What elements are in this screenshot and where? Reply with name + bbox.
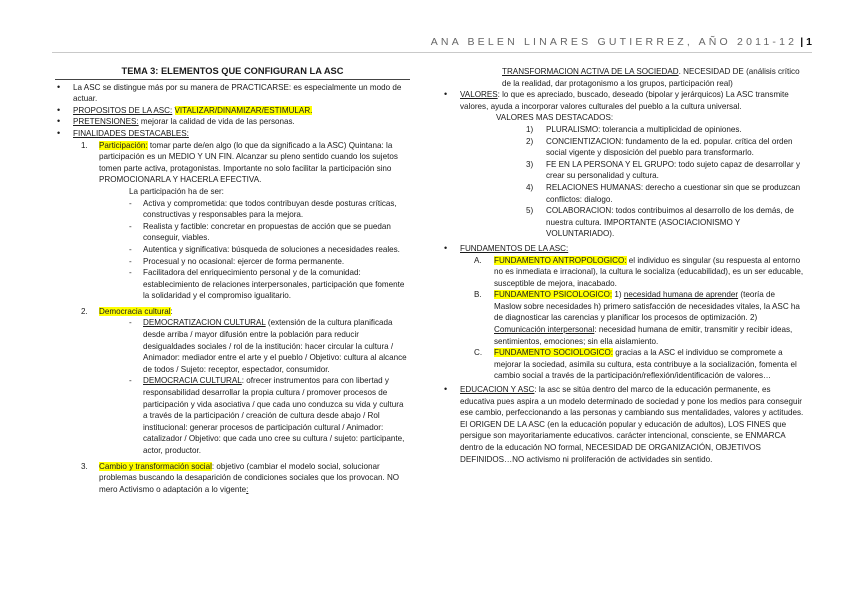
- list-item: 3) FE EN LA PERSONA Y EL GRUPO: todo sujeto capaz de desarrollar y crear su personalidad y cultura.: [526, 159, 801, 181]
- list-item: 1) PLURALISMO: tolerancia a multiplicidad de opiniones.: [526, 124, 742, 134]
- continuation-text: TRANSFORMACION ACTIVA DE LA SOCIEDAD. NECESIDAD DE (análisis crítico de la realidad, dar protagonismo a los grupos, participación real): [502, 67, 800, 88]
- document-title: TEMA 3: ELEMENTOS QUE CONFIGURAN LA ASC: [55, 66, 410, 80]
- list-item-asc-practice: • La ASC se distingue más por su manera de PRACTICARSE: es especialmente un modo de actuar.: [55, 82, 410, 105]
- list-item: A. FUNDAMENTO ANTROPOLOGICO: el individuo es singular (su respuesta al entorno no es inmediata e irracional), la cultura le socializa (educabilidad), es un ser educable, susceptible de mejora, inacabado.: [474, 255, 804, 288]
- page-header: [431, 36, 812, 48]
- list-item: - DEMOCRATIZACION CULTURAL (extensión de la cultura planificada desde arriba / mayor difusión entre la población para reducir desigualdades sociales / rol de la institución: hacer circular la cultura / Animador: mediador entre el arte y el pueblo / Objetivo: cultura al alcance de todos / Sujeto: receptor, espectador, consumidor.: [129, 317, 410, 375]
- list-item: - DEMOCRACIA CULTURAL: ofrecer instrumentos para con libertad y responsabilidad desarrollar la propia cultura / promover procesos de participación y vida asociativa / que cada uno conduzca su vida y cultura a través de la participación / creación de cultura desde abajo / Rol institucional: generar procesos de participación cultural / Animador: catalizador / Objetivo: que cada uno cree su cultura / sujeto: participante, actor, productor.: [129, 375, 410, 456]
- header-rule: [52, 52, 812, 53]
- list-item: 4) RELACIONES HUMANAS: derecho a cuestionar sin que se produzcan conflictos: dialogo.: [526, 182, 801, 204]
- header-author: ANA BELEN LINARES GUTIERREZ, AÑO 2011-12: [430, 36, 798, 48]
- list-item-finalidades: • FINALIDADES DESTACABLES: 1. Participación: tomar parte de/en algo (lo que da significado a la ASC) Quintana: la participación es un MEDIO Y UN FIN. Alcanzar su pleno sentido cuando los sujetos tomen parte activa, protagonistas. Importante no solo facilitar la participación sino PROMOCIONARLA Y HACERLA EFECTIVA. La participación ha de ser: - Activa y comprometida: que todos contribuyan desde posturas críticas, constructivas y responsables para la mejora. - Realista y factible: concretar en propuestas de acción que se puedan conseguir, viables. - Autentica y significativa: búsqueda de soluciones a necesidades reales. - Procesual y no ocasional: ejercer de forma permanente. - Facilitadora del enriquecimiento personal y de la comunidad: establecimiento de relaciones interpersonales, participación que fomente la solidaridad y el compromiso igualitario. 2. Democracia cultural: - DEMOCRATIZACION CULTURAL (extensión de la cultura planificada desde arriba / mayor difusión entre la población para reducir desigualdades sociales / rol de la institución: hacer circular la cultura / Animador: mediador entre el arte y el pueblo / Objetivo: cultura al alcance de todos / Sujeto: receptor, espectador, consumidor. - DEMOCRACIA CULTURAL: ofrecer instrumentos para con libertad y responsabilidad desarrollar la propia cultura / promover procesos de participación y vida asociativa / que cada uno conduzca su vida y cultura a través de la participación / creación de cultura desde abajo / Rol institucional: generar procesos de participación cultural / Animador: catalizador / Objetivo: que cada uno cree su cultura / sujeto: participante, actor, productor. 3. Cambio y transformación social: objetivo (cambiar el modelo social, solucionar problemas buscando la desaparición de condiciones sociales que los provocan. NO mero Activismo o adaptación a lo vigente:: [55, 128, 410, 495]
- list-item-valores: • VALORES: lo que es apreciado, buscado, deseado (bipolar y jerárquicos) La ASC transmite valores, ayuda a incorporar valores culturales del pueblo a la cultura universal. VALORES MAS DESTACADOS: 1) PLURALISMO: tolerancia a multiplicidad de opiniones. 2) CONCIENTIZACION: fundamento de la ed. popular. crítica del orden social vigente y disposición del pueblo para transformarlo. 3) FE EN LA PERSONA Y EL GRUPO: todo sujeto capaz de desarrollar y crear su personalidad y cultura. 4) RELACIONES HUMANAS: derecho a cuestionar sin que se produzcan conflictos: dialogo. 5) COLABORACION: todos contribuimos al desarrollo de los demás, de nuestra cultura. IMPORTANTE (ASOCIACIONISMO Y VOLUNTARIADO).: [442, 89, 804, 240]
- finalidades-list: [73, 140, 410, 496]
- list-item-fundamentos: • FUNDAMENTOS DE LA ASC: A. FUNDAMENTO ANTROPOLOGICO: el individuo es singular (su respuesta al entorno no es inmediata e irracional), la cultura le socializa (educabilidad), es un ser educable, susceptible de mejora, inacabado. B. FUNDAMENTO PSICOLOGICO: 1) necesidad humana de aprender (teoría de Maslow sobre necesidades h) primero satisfacción de necesidades vitales, la ASC ha de diagnosticar las carencias y planificar los procesos de optimización. 2) Comunicación interpersonal: necesidad humana de emitir, transmitir y recibir ideas, sentimientos, emociones; sin ella aislamiento. C. FUNDAMENTO SOCIOLOGICO: gracias a la ASC el individuo se compromete a mejorar la sociedad, asimila su cultura, esta contribuye a la socialización, fomenta el cambio social a través de la participación/reflexión/identificación de valores…: [442, 243, 804, 382]
- left-column: [55, 66, 410, 495]
- list-item: C. FUNDAMENTO SOCIOLOGICO: gracias a la ASC el individuo se compromete a mejorar la sociedad, asimila su cultura, esta contribuye a la socialización, fomenta el cambio social a través de la participación/reflexión/identificación de valores…: [474, 348, 797, 381]
- right-main-list: [442, 89, 804, 465]
- valores-list: [460, 124, 804, 240]
- list-item: 5) COLABORACION: todos contribuimos al desarrollo de los demás, de nuestra cultura. IMPORTANTE (ASOCIACIONISMO Y VOLUNTARIADO).: [526, 206, 794, 239]
- valores-subheading: VALORES MAS DESTACADOS:: [496, 113, 614, 123]
- list-item: 2) CONCIENTIZACION: fundamento de la ed. popular. crítica del orden social vigente y disposición del pueblo para transformarlo.: [526, 136, 793, 158]
- list-item: - Realista y factible: concretar en propuestas de acción que se puedan conseguir, viables.: [129, 221, 410, 244]
- list-item: - Facilitadora del enriquecimiento personal y de la comunidad: establecimiento de relaciones interpersonales, participación que fomente la solidaridad y el compromiso igualitario.: [129, 267, 410, 302]
- list-item-educacion-asc: • EDUCACION Y ASC: la asc se sitúa dentro del marco de la educación permanente, es educativa pues aspira a un modelo determinado de sociedad y pone los medios para conseguir ese cambio, perfeccionando a las personas y cambiando sus mentalidades, valores y actitudes. El ORIGEN DE LA ASC (en la educación popular y educación de adultos), LOS FINES que persigue son mayoritariamente educativos. carácter intencional, consciente, se ENMARCA dentro de la educación NO formal, NECESIDAD DE ORGANIZACIÓN, OBJETIVOS DEFINIDOS…NO activismo ni proliferación de actividades sin sentido.: [442, 384, 804, 465]
- list-item-pretensiones: • PRETENSIONES: mejorar la calidad de vida de las personas.: [55, 116, 410, 128]
- finalidad-democracia-cultural: 2. Democracia cultural: - DEMOCRATIZACION CULTURAL (extensión de la cultura planificada desde arriba / mayor difusión entre la población para reducir desigualdades sociales / rol de la institución: hacer circular la cultura / Animador: mediador entre el arte y el pueblo / Objetivo: cultura al alcance de todos / Sujeto: receptor, espectador, consumidor. - DEMOCRACIA CULTURAL: ofrecer instrumentos para con libertad y responsabilidad desarrollar la propia cultura / promover procesos de participación y vida asociativa / que cada uno conduzca su vida y cultura a través de la participación / creación de cultura desde abajo / Rol institucional: generar procesos de participación cultural / Animador: catalizador / Objetivo: que cada uno cree su cultura / sujeto: participante, actor, productor.: [81, 306, 410, 457]
- finalidad-cambio-social: 3. Cambio y transformación social: objetivo (cambiar el modelo social, solucionar problemas buscando la desaparición de condiciones sociales que los provocan. NO mero Activismo o adaptación a lo vigente:: [81, 461, 400, 494]
- participacion-subheading: La participación ha de ser:: [129, 186, 224, 196]
- right-column: [442, 66, 804, 465]
- democracia-list: [99, 317, 410, 456]
- list-item: - Procesual y no ocasional: ejercer de forma permanente.: [129, 256, 410, 268]
- participacion-list: [99, 198, 410, 302]
- finalidad-participacion: 1. Participación: tomar parte de/en algo (lo que da significado a la ASC) Quintana: la participación es un MEDIO Y UN FIN. Alcanzar su pleno sentido cuando los sujetos tomen parte activa, protagonistas. Importante no solo facilitar la participación sino PROMOCIONARLA Y HACERLA EFECTIVA. La participación ha de ser: - Activa y comprometida: que todos contribuyan desde posturas críticas, constructivas y responsables para la mejora. - Realista y factible: concretar en propuestas de acción que se puedan conseguir, viables. - Autentica y significativa: búsqueda de soluciones a necesidades reales. - Procesual y no ocasional: ejercer de forma permanente. - Facilitadora del enriquecimiento personal y de la comunidad: establecimiento de relaciones interpersonales, participación que fomente la solidaridad y el compromiso igualitario.: [81, 140, 410, 302]
- list-item: - Autentica y significativa: búsqueda de soluciones a necesidades reales.: [129, 244, 410, 256]
- main-list: [55, 82, 410, 496]
- page-number: 1: [806, 36, 812, 48]
- list-item-propositos: • PROPOSITOS DE LA ASC: VITALIZAR/DINAMIZAR/ESTIMULAR.: [55, 105, 410, 117]
- list-item: B. FUNDAMENTO PSICOLOGICO: 1) necesidad humana de aprender (teoría de Maslow sobre necesidades h) primero satisfacción de necesidades vitales, la ASC ha de diagnosticar las carencias y planificar los procesos de optimización. 2) Comunicación interpersonal: necesidad humana de emitir, transmitir y recibir ideas, sentimientos, emociones; sin ella aislamiento.: [474, 290, 800, 346]
- list-item: - Activa y comprometida: que todos contribuyan desde posturas críticas, constructivas y responsables para la mejora.: [129, 198, 410, 221]
- header-separator: |: [800, 36, 804, 48]
- fundamentos-list: [460, 255, 804, 383]
